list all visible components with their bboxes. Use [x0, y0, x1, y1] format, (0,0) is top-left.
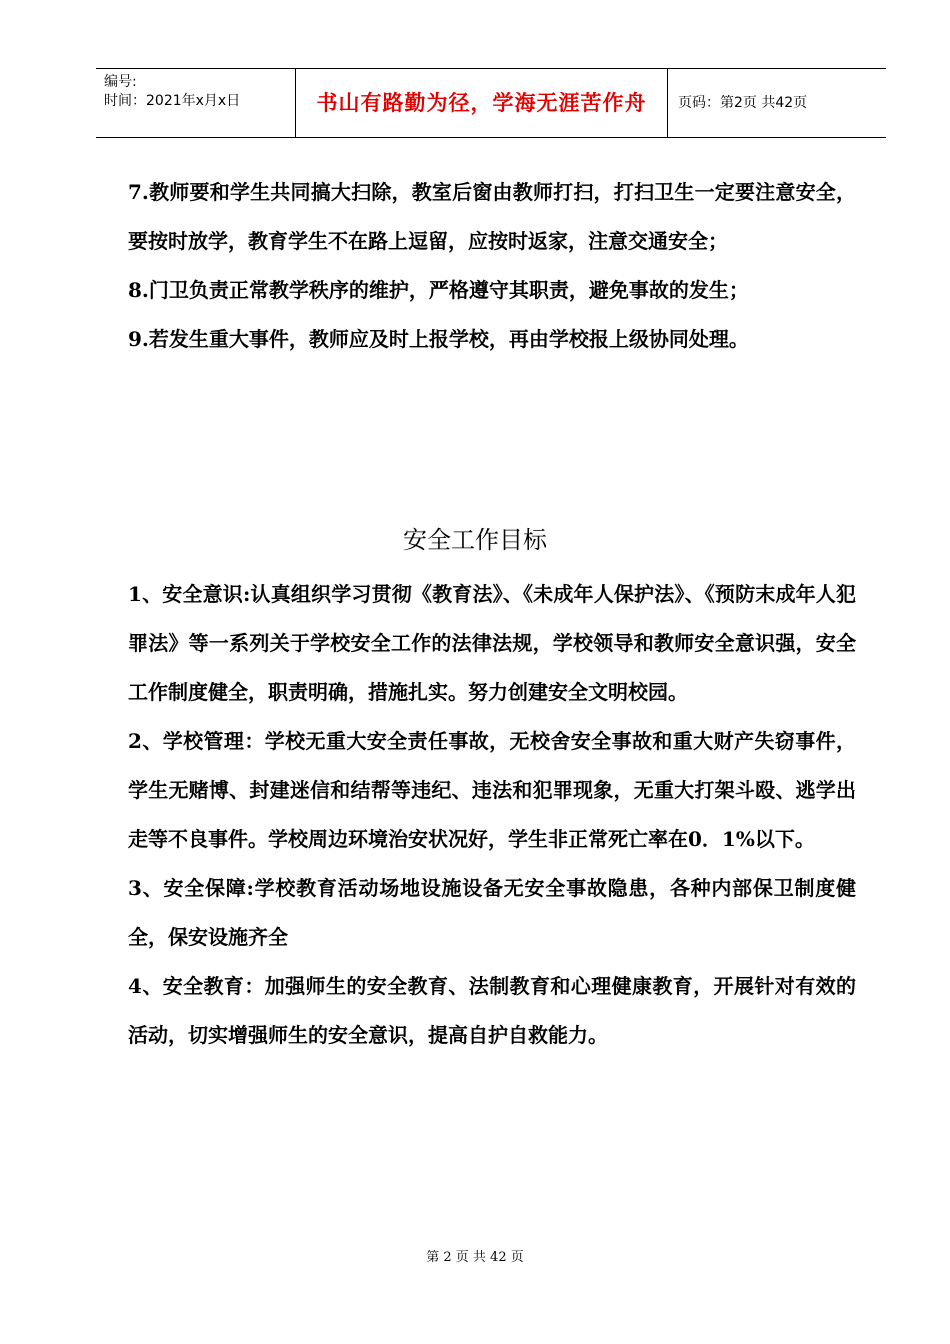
goal-item-2: 2、学校管理：学校无重大安全责任事故，无校舍安全事故和重大财产失窃事件，学生无赌博、封建迷信和结帮等违纪、违法和犯罪现象，无重大打架斗殴、逃学出走等不良事件。学校周边环境治安状况好，学生非正常死亡率在0．1%以下。 [128, 729, 856, 851]
rule-item-9: 9.若发生重大事件，教师应及时上报学校，再由学校报上级协同处理。 [128, 327, 749, 351]
goal-item-1: 1、安全意识:认真组织学习贯彻《教育法》、《未成年人保护法》、《预防末成年人犯罪法》等一系列关于学校安全工作的法律法规，学校领导和教师安全意识强，安全工作制度健全，职责明确，措施扎实。努力创建安全文明校园。 [128, 582, 856, 704]
header-meta [96, 69, 296, 137]
section-rules [128, 168, 856, 364]
header-page-info: 页码：第2页 共42页 [678, 95, 808, 111]
goal-item-3: 3、安全保障:学校教育活动场地设施设备无安全事故隐患，各种内部保卫制度健全，保安设施齐全 [128, 876, 856, 949]
rule-item-7: 7.教师要和学生共同搞大扫除，教室后窗由教师打扫，打扫卫生一定要注意安全，要按时放学，教育学生不在路上逗留，应按时返家，注意交通安全； [128, 180, 856, 253]
page-footer: 第 2 页 共 42 页 [426, 1250, 524, 1265]
section-goals [128, 570, 856, 1060]
rule-item-8: 8.门卫负责正常教学秩序的维护，严格遵守其职责，避免事故的发生； [128, 278, 749, 302]
goal-item-4: 4、安全教育：加强师生的安全教育、法制教育和心理健康教育，开展针对有效的活动，切实增强师生的安全意识，提高自护自救能力。 [128, 974, 856, 1047]
header-motto: 书山有路勤为径，学海无涯苦作舟 [296, 69, 668, 137]
section-title: 安全工作目标 [403, 526, 547, 554]
document-time-label: 时间：2021年x月x日 [104, 93, 241, 109]
page-header [96, 68, 886, 138]
document-number-label: 编号: [104, 74, 137, 90]
